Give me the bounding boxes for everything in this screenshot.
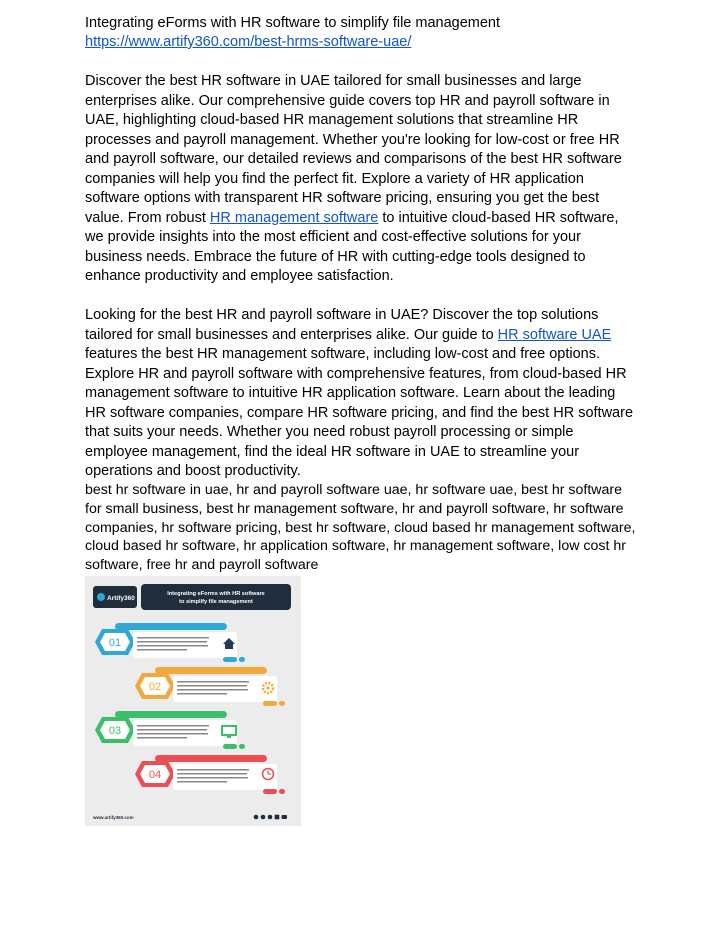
step-number: 03 — [108, 725, 122, 737]
linkedin-icon — [275, 815, 280, 820]
twitter-icon — [268, 815, 273, 820]
header-line-2: to simplify file management — [179, 599, 253, 605]
instagram-icon — [261, 815, 266, 820]
paragraph-1-text-b: to intuitive cloud-based HR software, we provide insights into the most efficient and cost-effective solutions for your business needs. Embrace the future of HR with cutting-edge tools designed to enhance productivity and employee satisfaction. — [85, 209, 619, 284]
header-banner — [141, 584, 291, 610]
paragraph-2 — [85, 306, 640, 482]
infographic-image — [85, 576, 301, 826]
step-number: 04 — [148, 769, 162, 781]
step-number: 02 — [148, 681, 162, 693]
keywords-paragraph: best hr software in uae, hr and payroll software uae, hr software uae, best hr software for small business, best hr management software, hr and payroll software, hr software companies, hr software pricing, best hr software, cloud based hr management software, cloud based hr software, hr application software, hr management software, low cost hr software, free hr and payroll software — [85, 482, 636, 574]
footer-url: www.artify360.com — [93, 815, 134, 820]
step-number: 01 — [108, 637, 122, 649]
source-url-link[interactable]: https://www.artify360.com/best-hrms-software-uae/ — [85, 34, 412, 50]
facebook-icon — [254, 815, 259, 820]
hr-software-uae-link[interactable]: HR software UAE — [497, 326, 612, 343]
paragraph-1-text-a: Discover the best HR software in UAE tailored for small businesses and large enterprises alike. Our comprehensive guide covers top HR and payroll software in UAE, highlighting cloud-based HR management solutions that streamline HR processes and payroll management. Whether you're looking for low-cost or free HR and payroll software, our detailed reviews and comparisons of the best HR software companies will help you find the perfect fit. Explore a variety of HR application software options with transparent HR software pricing, ensuring you get the best value. From robust — [85, 73, 622, 226]
logo-text: Artify360 — [107, 595, 135, 602]
paragraph-2-text-a: Looking for the best HR and payroll software in UAE? Discover the top solutions tailored for small businesses and enterprises alike. Our guide to — [85, 307, 599, 343]
logo-mark-icon — [97, 593, 105, 601]
document-page — [85, 14, 645, 574]
paragraph-2-text-b: features the best HR management software, including low-cost and free options. Explore HR and payroll software with comprehensive features, from cloud-based HR management software to intuitive HR application software. Learn about the leading HR software companies, compare HR software pricing, and find the best HR software that suits your needs. Whether you need robust payroll processing or simple employee management, find the ideal HR software in UAE to streamline your operations and boost productivity. — [85, 346, 634, 479]
hr-management-software-link[interactable]: HR management software — [209, 209, 379, 226]
paragraph-1 — [85, 72, 640, 287]
youtube-icon — [282, 815, 288, 819]
document-title: Integrating eForms with HR software to simplify file management — [85, 15, 501, 31]
header-line-1: Integrating eForms with HR software — [167, 591, 265, 597]
